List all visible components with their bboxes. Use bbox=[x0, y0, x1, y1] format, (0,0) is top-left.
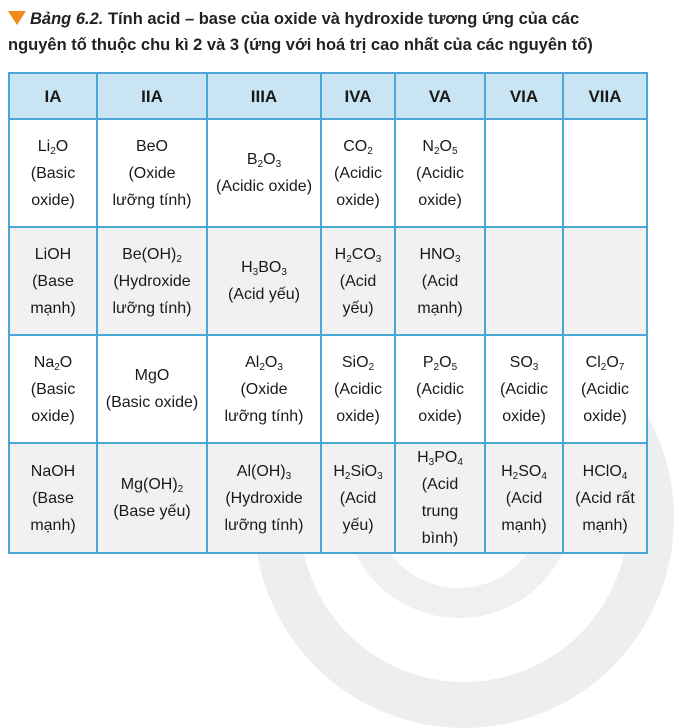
table-cell bbox=[97, 443, 207, 553]
table-cell bbox=[321, 119, 395, 227]
table-cell bbox=[395, 227, 485, 335]
compound-description: mạnh) bbox=[501, 516, 547, 534]
chemical-formula: $CO_2$ bbox=[343, 137, 373, 157]
compound-description: (Acid bbox=[421, 272, 459, 290]
table-container bbox=[8, 72, 635, 578]
compound-description: oxide) bbox=[502, 407, 546, 425]
chemical-formula: $Li_2O$ bbox=[37, 137, 69, 157]
compound-description: oxide) bbox=[418, 407, 462, 425]
compound-description: (Acidic oxide) bbox=[215, 178, 313, 195]
compound-description: (Acid bbox=[505, 489, 543, 507]
table-cell bbox=[9, 227, 97, 335]
chemical-formula: $Be(OH)_2$ bbox=[122, 245, 182, 265]
table-cell bbox=[9, 443, 97, 553]
table-cell bbox=[207, 335, 321, 443]
table-row bbox=[9, 443, 647, 553]
column-header: IA bbox=[9, 73, 97, 119]
compound-description: lưỡng tính) bbox=[112, 191, 192, 209]
compound-description: (Base bbox=[32, 272, 74, 290]
chemical-formula: $H_2SiO_3$ bbox=[333, 462, 383, 482]
triangle-bullet-icon bbox=[8, 11, 26, 25]
chemical-formula: SiO$_2$ bbox=[341, 353, 375, 373]
chemical-formula: $Cl_2O_7$ bbox=[585, 353, 625, 373]
chemical-formula: $H_2SO_4$ bbox=[501, 462, 547, 482]
column-header: IIIA bbox=[207, 73, 321, 119]
table-cell bbox=[395, 443, 485, 553]
chemical-formula: $P_2O_5$ bbox=[422, 353, 458, 373]
compound-description: (Acid yếu) bbox=[227, 286, 301, 303]
compound-description: lưỡng tính) bbox=[224, 516, 304, 534]
compound-description: mạnh) bbox=[30, 299, 76, 317]
chemical-formula: BeO bbox=[135, 137, 168, 155]
compound-description: (Basic bbox=[30, 380, 76, 398]
table-cell bbox=[9, 119, 97, 227]
table-row bbox=[9, 227, 647, 335]
column-header: IVA bbox=[321, 73, 395, 119]
compound-description: oxide) bbox=[336, 407, 380, 425]
compound-description: (Acidic bbox=[415, 164, 464, 182]
chemical-formula: $N_2O_5$ bbox=[422, 137, 458, 157]
compound-description: (Acid rất bbox=[575, 489, 635, 507]
chemical-formula: $H_3PO_4$ bbox=[417, 449, 463, 468]
chemical-formula: LiOH bbox=[34, 245, 72, 263]
compound-description: oxide) bbox=[336, 191, 380, 209]
chemical-formula: $H_3BO_3$ bbox=[241, 259, 287, 278]
compound-description: mạnh) bbox=[582, 516, 628, 534]
table-body bbox=[9, 119, 647, 553]
chemical-formula: HClO$_4$ bbox=[582, 462, 628, 482]
compound-description: (Base yếu) bbox=[113, 503, 191, 520]
compound-description: (Acidic bbox=[499, 380, 548, 398]
compound-description: (Acid bbox=[339, 489, 377, 507]
compound-description: (Hydroxide bbox=[225, 489, 303, 507]
compound-description: mạnh) bbox=[30, 516, 76, 534]
table-cell bbox=[207, 119, 321, 227]
table-cell bbox=[395, 119, 485, 227]
acid-base-table bbox=[8, 72, 648, 554]
chemical-formula: $Al_2O_3$ bbox=[245, 353, 283, 373]
table-cell bbox=[207, 443, 321, 553]
header-row bbox=[9, 73, 647, 119]
table-cell bbox=[563, 335, 647, 443]
chemical-formula: $HNO_3$ bbox=[419, 245, 461, 265]
column-header: VIA bbox=[485, 73, 563, 119]
table-caption bbox=[8, 6, 604, 58]
compound-description: (Acidic bbox=[580, 380, 629, 398]
compound-description: (Oxide bbox=[128, 164, 176, 182]
caption-label: Bảng 6.2. bbox=[30, 10, 104, 28]
compound-description: (Basic oxide) bbox=[105, 394, 199, 411]
compound-description: (Base bbox=[32, 489, 74, 507]
table-cell bbox=[207, 227, 321, 335]
table-cell bbox=[321, 227, 395, 335]
compound-description: (Acidic bbox=[415, 380, 464, 398]
table-cell bbox=[9, 335, 97, 443]
table-cell bbox=[485, 119, 563, 227]
compound-description: (Oxide bbox=[240, 380, 288, 398]
compound-description: (Acidic bbox=[333, 164, 382, 182]
compound-description: oxide) bbox=[31, 191, 75, 209]
compound-description: yếu) bbox=[342, 516, 374, 534]
compound-description: trung bbox=[421, 503, 459, 520]
table-row bbox=[9, 119, 647, 227]
table-cell bbox=[321, 443, 395, 553]
compound-description: (Acid bbox=[421, 476, 459, 493]
chemical-formula: $H_2CO_3$ bbox=[334, 245, 382, 265]
compound-description: bình) bbox=[421, 530, 459, 547]
compound-description: oxide) bbox=[31, 407, 75, 425]
table-cell bbox=[97, 335, 207, 443]
table-cell bbox=[321, 335, 395, 443]
chemical-formula: $B_2O_3$ bbox=[246, 151, 282, 170]
table-cell bbox=[97, 227, 207, 335]
column-header: IIA bbox=[97, 73, 207, 119]
table-cell bbox=[563, 119, 647, 227]
compound-description: oxide) bbox=[583, 407, 627, 425]
chemical-formula: NaOH bbox=[30, 462, 76, 480]
column-header: VIIA bbox=[563, 73, 647, 119]
table-cell bbox=[485, 335, 563, 443]
chemical-formula: MgO bbox=[134, 367, 170, 384]
table-cell bbox=[485, 443, 563, 553]
table-cell bbox=[563, 443, 647, 553]
compound-description: lưỡng tính) bbox=[112, 299, 192, 317]
chemical-formula: $SO_3$ bbox=[509, 353, 539, 373]
chemical-formula: $Mg(OH)_2$ bbox=[120, 476, 184, 495]
compound-description: lưỡng tính) bbox=[224, 407, 304, 425]
table-cell bbox=[395, 335, 485, 443]
compound-description: (Acidic bbox=[333, 380, 382, 398]
caption-text: Tính acid – base của oxide và hydroxide tương ứng của các nguyên tố thuộc chu kì 2 và 3 (ứng với hoá trị cao nhất của các nguyên tố) bbox=[8, 10, 593, 54]
compound-description: oxide) bbox=[418, 191, 462, 209]
table-cell bbox=[563, 227, 647, 335]
compound-description: mạnh) bbox=[417, 299, 463, 317]
chemical-formula: $Al(OH)_3$ bbox=[236, 462, 292, 482]
column-header: VA bbox=[395, 73, 485, 119]
compound-description: (Hydroxide bbox=[113, 272, 191, 290]
table-cell bbox=[97, 119, 207, 227]
compound-description: yếu) bbox=[342, 299, 374, 317]
table-cell bbox=[485, 227, 563, 335]
chemical-formula: $Na_2O$ bbox=[33, 353, 73, 373]
compound-description: (Acid bbox=[339, 272, 377, 290]
compound-description: (Basic bbox=[30, 164, 76, 182]
table-row bbox=[9, 335, 647, 443]
